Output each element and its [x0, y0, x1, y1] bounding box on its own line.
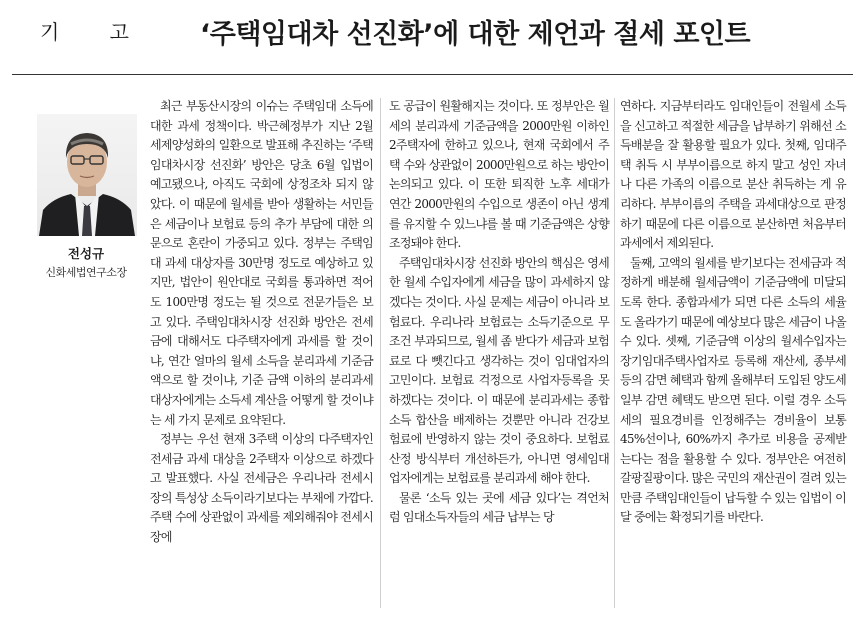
- article-paragraph: 주택임대차시장 선진화 방안의 핵심은 영세한 월세 수입자에게 세금을 많이 과세하지 않겠다는 것이다. 사실 문제는 세금이 아니라 보험료다. 우리나라 보험료는 소득기준으로 무조건 부과되므로, 월세 좀 받다가 세금과 보험료로 다 뺏긴다고 생각하는 것이 임대업자의 고민이다. 보험료 걱정으로 사업자등록을 못하겠다는 것이다. 이 때문에 분리과세는 종합소득 합산을 배제하는 것뿐만 아니라 건강보험료에 반영하지 않는 것이 중요하다. 보험료 산정 방식부터 개선하든가, 아니면 영세임대업자에게는 보험료를 분리과세 해야 한다.: [389, 255, 609, 486]
- section-label: 기 고: [40, 20, 151, 44]
- headline: ‘주택임대차 선진화’에 대한 제언과 절세 포인트: [200, 19, 751, 50]
- author-photo: [37, 114, 137, 236]
- author-name: 전성규: [67, 246, 105, 261]
- article-column-3: [620, 97, 846, 528]
- article-paragraph: 연하다. 지금부터라도 임대인들이 전월세 소득을 신고하고 적절한 세금을 납부하기 위해선 소득배분을 잘 활용할 필요가 있다. 첫째, 임대주택 취득 시 부부이름으로 하지 말고 성인 자녀나 다른 가족의 이름으로 분산 취득하는 게 유리하다. 부부이름의 주택을 과세대상으로 판정하기 때문에 다른 이름으로 분산하면 처음부터 과세에서 제외된다.: [620, 99, 846, 251]
- article-column-1: [150, 97, 373, 548]
- article-paragraph: 둘째, 고액의 월세를 받기보다는 전세금과 적정하게 배분해 월세금액이 기준금액에 미달되도록 한다. 종합과세가 되면 다른 소득의 세율도 올라가기 때문에 예상보다 많은 세금이 나올 수 있다. 셋째, 기준금액 이상의 월세수입자는 장기임대주택사업자로 등록해 재산세, 종부세 등의 감면 혜택과 함께 올해부터 도입된 양도세 일부 감면 혜택도 받으면 된다. 이럴 경우 소득세의 필요경비를 인정해주는 경비율이 보통 45%선이나, 60%까지 추가로 비용을 공제받는다는 점을 활용할 수 있다. 정부안은 여전히 갈팡질팡이다. 많은 국민의 재산권이 걸려 있는 만큼 주택임대인들이 납득할 수 있는 입법이 이달 중에는 확정되기를 바란다.: [620, 255, 846, 525]
- author-byline: [24, 244, 148, 280]
- header-rule: [12, 74, 853, 75]
- author-title: 신화세법연구소장: [45, 266, 127, 279]
- article-paragraph: 물론 ‘소득 있는 곳에 세금 있다’는 격언처럼 임대소득자들의 세금 납부는 당: [389, 490, 609, 525]
- column-divider: [614, 98, 615, 608]
- article-column-2: [389, 97, 609, 528]
- article-paragraph: 최근 부동산시장의 이슈는 주택임대 소득에 대한 과세 정책이다. 박근혜정부가 지난 2월 세제양성화의 일환으로 발표해 추진하는 ‘주택임대차시장 선진화’ 방안은 당초 6월 입법이 예고됐으나, 아직도 국회에 상정조차 되지 않았다. 이 때문에 월세를 받아 생활하는 서민들은 세금이나 보험료 등의 추가 부담에 대한 의문으로 혼란이 가중되고 있다. 정부는 주택임대 과세 대상자를 30만명 정도로 예상하고 있지만, 법안이 원안대로 국회를 통과하면 적어도 100만명 정도는 될 것으로 전문가들은 보고 있다. 주택임대차시장 선진화 방안은 전세금에 대해서도 다주택자에게 과세를 할 것이냐, 연간 얼마의 월세 소득을 분리과세 기준금액으로 할 것이냐, 기준 금액 이하의 분리과세 대상자에게는 소득세 계산을 어떻게 할 것이냐는 세 가지 문제로 요약된다.: [150, 99, 373, 427]
- article-paragraph: 정부는 우선 현재 3주택 이상의 다주택자인 전세금 과세 대상을 2주택자 이상으로 하겠다고 발표했다. 사실 전세금은 우리나라 전세시장의 특성상 소득이라기보다는 부채에 가깝다. 주택 수에 상관없이 과세를 제외해줘야 전세시장에: [150, 432, 373, 545]
- article-paragraph: 도 공급이 원활해지는 것이다. 또 정부안은 월세의 분리과세 기준금액을 2000만원 이하인 2주택자에 한하고 있으나, 현재 국회에서 주택 수와 상관없이 2000만원으로 하는 방안이 논의되고 있다. 이 또한 퇴직한 노후 세대가 연간 2000만원의 수입으로 생존이 아닌 생계를 유지할 수 있느냐를 볼 때 기준금액은 상향조정돼야 한다.: [389, 99, 609, 251]
- column-divider: [380, 98, 381, 608]
